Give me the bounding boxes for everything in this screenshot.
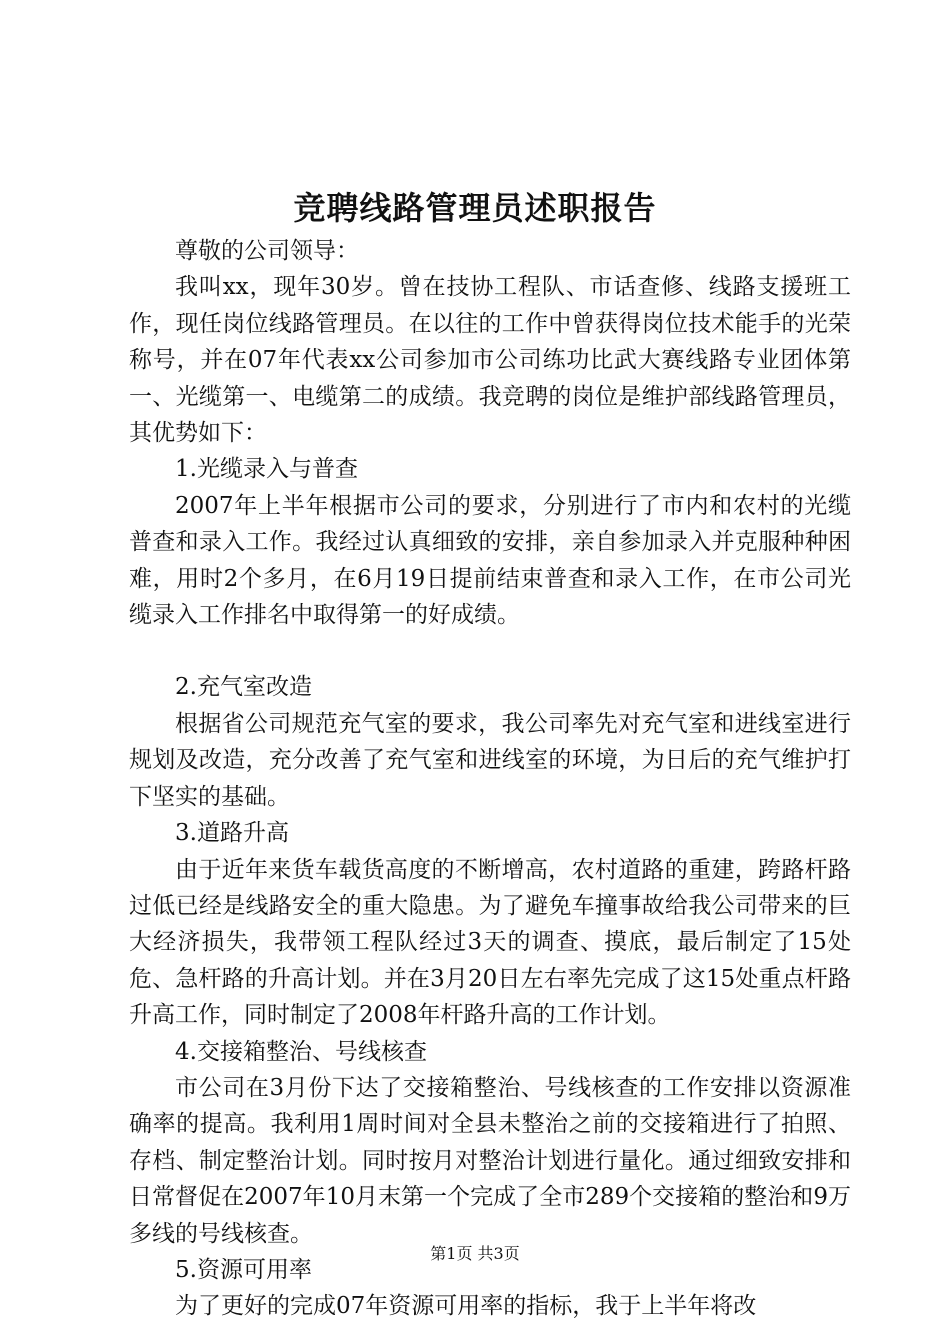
section-4-body: 市公司在3月份下达了交接箱整治、号线核查的工作安排以资源准确率的提高。我利用1周时间对全县未整治之前的交接箱进行了拍照、存档、制定整治计划。同时按月对整治计划进行量化。通过细致安排和日常督促在2007年10月末第一个完成了全市289个交接箱的整治和9万多线的号线核查。 <box>129 1074 851 1247</box>
document-body <box>129 233 851 1325</box>
section-5-body: 为了更好的完成07年资源可用率的指标，我于上半年将改 <box>175 1293 757 1320</box>
section-3-body: 由于近年来货车载货高度的不断增高，农村道路的重建，跨路杆路过低已经是线路安全的重大隐患。为了避免车撞事故给我公司带来的巨大经济损失，我带领工程队经过3天的调查、摸底，最后制定了15处危、急杆路的升高计划。并在3月20日左右率先完成了这15处重点杆路升高工作，同时制定了2008年杆路升高的工作计划。 <box>129 856 851 1029</box>
intro-paragraph: 我叫xx，现年30岁。曾在技协工程队、市话查修、线路支援班工作，现任岗位线路管理员。在以往的工作中曾获得岗位技术能手的光荣称号，并在07年代表xx公司参加市公司练功比武大赛线路专业团体第一、光缆第一、电缆第二的成绩。我竞聘的岗位是维护部线路管理员，其优势如下： <box>129 274 851 447</box>
document-title: 竞聘线路管理员述职报告 <box>293 189 657 227</box>
page-footer: 第1页 共3页 <box>430 1244 520 1263</box>
section-2-heading: 2.充气室改造 <box>175 674 312 701</box>
section-3-heading: 3.道路升高 <box>175 820 289 847</box>
section-1-body: 2007年上半年根据市公司的要求，分别进行了市内和农村的光缆普查和录入工作。我经过认真细致的安排，亲自参加录入并克服种种困难，用时2个多月，在6月19日提前结束普查和录入工作，在市公司光缆录入工作排名中取得第一的好成绩。 <box>129 492 851 629</box>
blank-line <box>129 633 851 669</box>
section-4-heading: 4.交接箱整治、号线核查 <box>175 1038 427 1065</box>
section-2-body: 根据省公司规范充气室的要求，我公司率先对充气室和进线室进行规划及改造，充分改善了充气室和进线室的环境，为日后的充气维护打下坚实的基础。 <box>129 710 851 810</box>
greeting: 尊敬的公司领导： <box>175 238 359 264</box>
section-1-heading: 1.光缆录入与普查 <box>175 456 358 483</box>
section-5-heading: 5.资源可用率 <box>175 1256 312 1283</box>
